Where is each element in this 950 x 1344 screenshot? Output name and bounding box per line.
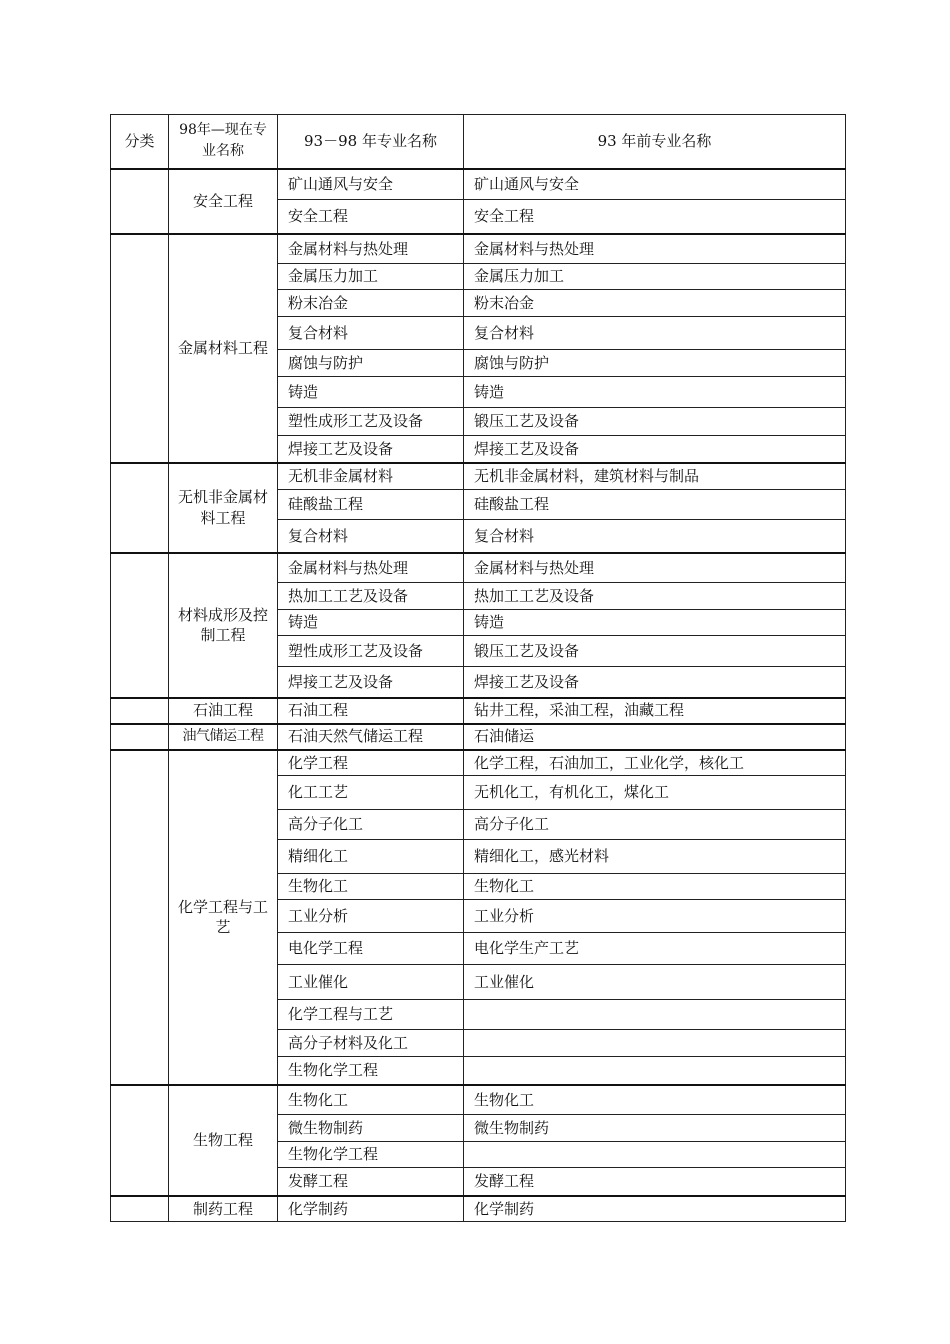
current-major-cell: 油气储运工程 bbox=[169, 724, 278, 750]
major-pre-93-cell: 高分子化工 bbox=[464, 810, 846, 840]
major-pre-93-cell: 粉末冶金 bbox=[464, 290, 846, 317]
major-93-98-cell: 化学工程 bbox=[278, 750, 464, 776]
category-cell bbox=[111, 463, 169, 553]
table-row bbox=[111, 234, 846, 264]
major-pre-93-cell: 钻井工程，采油工程，油藏工程 bbox=[464, 698, 846, 724]
major-93-98-cell: 安全工程 bbox=[278, 200, 464, 234]
table-row bbox=[111, 750, 846, 776]
major-pre-93-cell: 无机化工，有机化工，煤化工 bbox=[464, 776, 846, 810]
header-pre-93-major: 93 年前专业名称 bbox=[464, 115, 846, 169]
major-93-98-cell: 塑性成形工艺及设备 bbox=[278, 636, 464, 667]
current-major-cell: 制药工程 bbox=[169, 1196, 278, 1222]
category-cell bbox=[111, 1196, 169, 1222]
table-row bbox=[111, 1085, 846, 1115]
major-pre-93-cell: 工业催化 bbox=[464, 965, 846, 1000]
major-pre-93-cell: 金属材料与热处理 bbox=[464, 234, 846, 264]
major-pre-93-cell: 精细化工，感光材料 bbox=[464, 840, 846, 874]
major-93-98-cell: 热加工工艺及设备 bbox=[278, 583, 464, 610]
category-cell bbox=[111, 169, 169, 234]
major-pre-93-cell bbox=[464, 1000, 846, 1030]
header-current-major: 98年—现在专业名称 bbox=[169, 115, 278, 169]
major-pre-93-cell: 安全工程 bbox=[464, 200, 846, 234]
major-93-98-cell: 粉末冶金 bbox=[278, 290, 464, 317]
major-pre-93-cell bbox=[464, 1142, 846, 1168]
major-pre-93-cell: 锻压工艺及设备 bbox=[464, 636, 846, 667]
major-pre-93-cell: 石油储运 bbox=[464, 724, 846, 750]
major-93-98-cell: 生物化工 bbox=[278, 1085, 464, 1115]
major-pre-93-cell: 矿山通风与安全 bbox=[464, 169, 846, 200]
major-93-98-cell: 铸造 bbox=[278, 610, 464, 636]
major-mapping-table bbox=[110, 114, 846, 1222]
major-93-98-cell: 金属材料与热处理 bbox=[278, 553, 464, 583]
major-93-98-cell: 化学工程与工艺 bbox=[278, 1000, 464, 1030]
major-93-98-cell: 工业分析 bbox=[278, 900, 464, 933]
major-pre-93-cell: 化学工程，石油加工，工业化学，核化工 bbox=[464, 750, 846, 776]
major-93-98-cell: 复合材料 bbox=[278, 520, 464, 553]
table-row bbox=[111, 1196, 846, 1222]
major-pre-93-cell: 铸造 bbox=[464, 610, 846, 636]
table-row bbox=[111, 463, 846, 490]
major-93-98-cell: 精细化工 bbox=[278, 840, 464, 874]
category-cell bbox=[111, 698, 169, 724]
major-93-98-cell: 石油工程 bbox=[278, 698, 464, 724]
major-pre-93-cell: 电化学生产工艺 bbox=[464, 933, 846, 965]
major-93-98-cell: 生物化学工程 bbox=[278, 1057, 464, 1085]
major-93-98-cell: 化学制药 bbox=[278, 1196, 464, 1222]
major-93-98-cell: 生物化学工程 bbox=[278, 1142, 464, 1168]
major-pre-93-cell: 复合材料 bbox=[464, 520, 846, 553]
major-93-98-cell: 复合材料 bbox=[278, 317, 464, 350]
category-cell bbox=[111, 724, 169, 750]
major-93-98-cell: 高分子材料及化工 bbox=[278, 1030, 464, 1057]
current-major-cell: 安全工程 bbox=[169, 169, 278, 234]
major-pre-93-cell: 焊接工艺及设备 bbox=[464, 436, 846, 463]
major-93-98-cell: 铸造 bbox=[278, 377, 464, 408]
major-pre-93-cell: 无机非金属材料，建筑材料与制品 bbox=[464, 463, 846, 490]
category-cell bbox=[111, 750, 169, 1085]
major-pre-93-cell: 生物化工 bbox=[464, 1085, 846, 1115]
major-93-98-cell: 电化学工程 bbox=[278, 933, 464, 965]
major-93-98-cell: 硅酸盐工程 bbox=[278, 490, 464, 520]
table-row bbox=[111, 724, 846, 750]
current-major-cell: 化学工程与工艺 bbox=[169, 750, 278, 1085]
major-93-98-cell: 腐蚀与防护 bbox=[278, 350, 464, 377]
header-row bbox=[111, 115, 846, 169]
major-pre-93-cell: 锻压工艺及设备 bbox=[464, 408, 846, 436]
major-pre-93-cell: 发酵工程 bbox=[464, 1168, 846, 1196]
major-93-98-cell: 高分子化工 bbox=[278, 810, 464, 840]
major-93-98-cell: 塑性成形工艺及设备 bbox=[278, 408, 464, 436]
major-93-98-cell: 发酵工程 bbox=[278, 1168, 464, 1196]
major-93-98-cell: 焊接工艺及设备 bbox=[278, 436, 464, 463]
major-93-98-cell: 工业催化 bbox=[278, 965, 464, 1000]
major-pre-93-cell bbox=[464, 1030, 846, 1057]
major-93-98-cell: 石油天然气储运工程 bbox=[278, 724, 464, 750]
major-pre-93-cell: 工业分析 bbox=[464, 900, 846, 933]
major-pre-93-cell: 微生物制药 bbox=[464, 1115, 846, 1142]
category-cell bbox=[111, 553, 169, 698]
major-93-98-cell: 生物化工 bbox=[278, 874, 464, 900]
table-row bbox=[111, 169, 846, 200]
major-93-98-cell: 化工工艺 bbox=[278, 776, 464, 810]
major-pre-93-cell: 硅酸盐工程 bbox=[464, 490, 846, 520]
category-cell bbox=[111, 1085, 169, 1196]
table-row bbox=[111, 553, 846, 583]
current-major-cell: 材料成形及控制工程 bbox=[169, 553, 278, 698]
category-cell bbox=[111, 234, 169, 463]
major-93-98-cell: 金属压力加工 bbox=[278, 264, 464, 290]
major-pre-93-cell: 金属压力加工 bbox=[464, 264, 846, 290]
header-category: 分类 bbox=[111, 115, 169, 169]
major-pre-93-cell: 复合材料 bbox=[464, 317, 846, 350]
current-major-cell: 无机非金属材料工程 bbox=[169, 463, 278, 553]
current-major-cell: 生物工程 bbox=[169, 1085, 278, 1196]
major-pre-93-cell: 生物化工 bbox=[464, 874, 846, 900]
major-pre-93-cell: 化学制药 bbox=[464, 1196, 846, 1222]
major-pre-93-cell: 腐蚀与防护 bbox=[464, 350, 846, 377]
major-93-98-cell: 焊接工艺及设备 bbox=[278, 667, 464, 698]
current-major-cell: 金属材料工程 bbox=[169, 234, 278, 463]
table-row bbox=[111, 698, 846, 724]
major-93-98-cell: 微生物制药 bbox=[278, 1115, 464, 1142]
major-93-98-cell: 矿山通风与安全 bbox=[278, 169, 464, 200]
major-pre-93-cell: 焊接工艺及设备 bbox=[464, 667, 846, 698]
current-major-cell: 石油工程 bbox=[169, 698, 278, 724]
major-pre-93-cell: 铸造 bbox=[464, 377, 846, 408]
major-pre-93-cell: 热加工工艺及设备 bbox=[464, 583, 846, 610]
major-pre-93-cell bbox=[464, 1057, 846, 1085]
header-93-98-major: 93－98 年专业名称 bbox=[278, 115, 464, 169]
major-93-98-cell: 无机非金属材料 bbox=[278, 463, 464, 490]
major-93-98-cell: 金属材料与热处理 bbox=[278, 234, 464, 264]
major-pre-93-cell: 金属材料与热处理 bbox=[464, 553, 846, 583]
